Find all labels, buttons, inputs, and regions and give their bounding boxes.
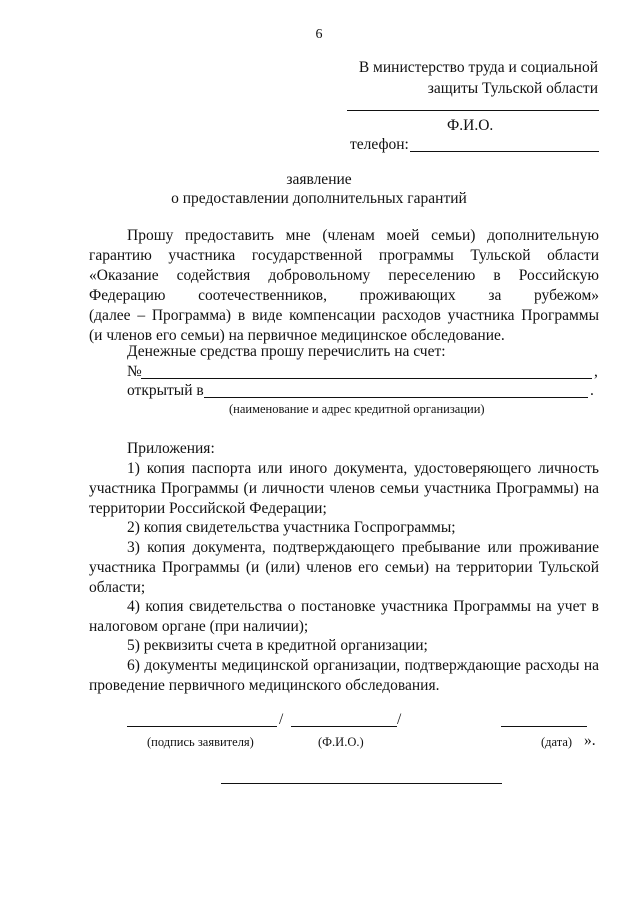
attachment-6-line-1: 6) документы медицинской организации, подтверждающие расходы на xyxy=(127,657,599,674)
date-caption: (дата) xyxy=(541,735,573,749)
phone-input-line[interactable] xyxy=(410,151,599,152)
page-number: 6 xyxy=(315,27,323,42)
attachment-1-line-1: 1) копия паспорта или иного документа, удостоверяющего личность xyxy=(127,460,599,477)
opened-in-label: открытый в xyxy=(127,382,204,399)
phone-label: телефон: xyxy=(350,136,409,153)
request-line-5: (далее – Программа) в виде компенсации расходов участника Программы xyxy=(89,307,599,324)
attachment-4-line-2: налоговом органе (при наличии); xyxy=(89,618,309,635)
attachment-4-line-1: 4) копия свидетельства о постановке участника Программы на учет в xyxy=(127,598,599,615)
signature-fio-line[interactable] xyxy=(291,726,397,727)
transfer-intro: Денежные средства прошу перечислить на счет: xyxy=(127,343,446,360)
attachment-2: 2) копия свидетельства участника Госпрограммы; xyxy=(127,519,456,536)
request-line-3: «Оказание содействия добровольному переселению в Российскую xyxy=(89,267,599,284)
bottom-separator xyxy=(221,783,502,784)
account-number-label: № xyxy=(127,363,142,380)
attachment-1-line-2: участника Программы (и личности членов семьи участника Программы) на xyxy=(89,480,599,497)
signature-slash-1: / xyxy=(279,711,284,728)
attachment-5: 5) реквизиты счета в кредитной организации; xyxy=(127,637,428,654)
account-number-comma: , xyxy=(594,363,598,380)
applicant-name-line[interactable] xyxy=(347,110,599,111)
attachment-1-line-3: территории Российской Федерации; xyxy=(89,500,327,517)
attachment-3-line-1: 3) копия документа, подтверждающего пребывание или проживание xyxy=(127,539,599,556)
attachment-3-line-3: области; xyxy=(89,579,146,596)
attachment-6-line-2: проведение первичного медицинского обследования. xyxy=(89,677,440,694)
signature-line[interactable] xyxy=(127,726,277,727)
request-line-4: Федерацию соотечественников, проживающих за рубежом» xyxy=(89,287,599,304)
date-line[interactable] xyxy=(501,726,587,727)
addressee-line-2: защиты Тульской области xyxy=(427,80,598,97)
attachment-3-line-2: участника Программы (и (или) членов его семьи) на территории Тульской xyxy=(89,559,599,576)
addressee-line-1: В министерство труда и социальной xyxy=(358,59,598,76)
fio-label: Ф.И.О. xyxy=(447,117,494,134)
bank-name-period: . xyxy=(590,382,594,399)
signature-slash-2: / xyxy=(397,711,402,728)
signature-caption: (подпись заявителя) xyxy=(147,735,254,749)
document-title: заявление xyxy=(286,171,352,188)
document-subtitle: о предоставлении дополнительных гарантий xyxy=(171,190,467,207)
request-line-1: Прошу предоставить мне (членам моей семьи) дополнительную xyxy=(127,227,599,244)
closing-quote: ». xyxy=(584,732,596,749)
account-number-line[interactable] xyxy=(141,378,592,379)
attachments-heading: Приложения: xyxy=(127,440,215,457)
bank-caption: (наименование и адрес кредитной организации) xyxy=(229,402,485,416)
bank-name-line[interactable] xyxy=(204,397,588,398)
fio-caption: (Ф.И.О.) xyxy=(318,735,364,749)
request-line-6: (и членов его семьи) на первичное медицинское обследование. xyxy=(89,327,505,344)
request-line-2: гарантию участника государственной программы Тульской области xyxy=(89,247,599,264)
